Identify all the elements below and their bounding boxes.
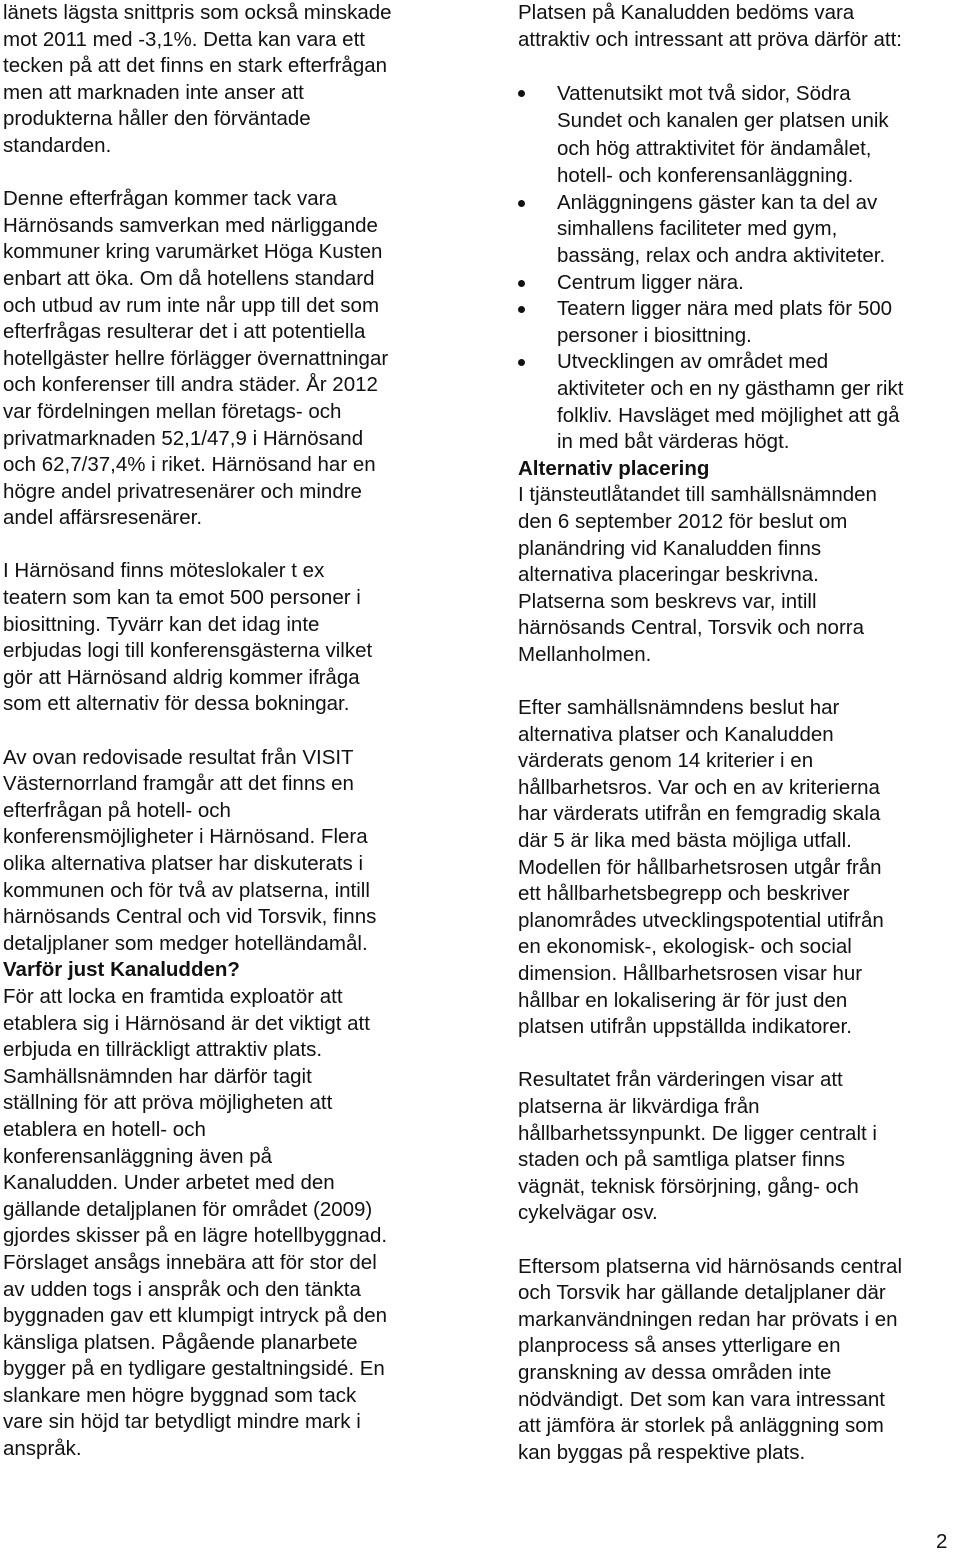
paragraph-detail-plans: Eftersom platserna vid härnösands central och Torsvik har gällande detaljplaner där markanvändningen redan har prövats i en planprocess så anses ytterligare en granskning av dessa områden inte nödvändigt. Det som kan vara intressant att jämföra är storlek på anläggning som kan byggas på respektive plats. bbox=[518, 1254, 903, 1464]
bullet-icon bbox=[518, 359, 525, 366]
paragraph-demand: Denne efterfrågan kommer tack vara Härnösands samverkan med närliggande kommuner kring varumärket Höga Kusten enbart att öka. Om då hotellens standard och utbud av rum inte når upp till det som efterfrågas resulterar det i att potentiella hotellgäster hellre förlägger övernattningar och konferenser till andra städer. År 2012 var fördelningen mellan företags- och privatmarknaden 52,1/47,9 i Härnösand och 62,7/37,4% i riket. Härnösand har en högre andel privatresenärer och mindre andel affärsresenärer. bbox=[3, 187, 389, 530]
bullet-icon bbox=[518, 306, 525, 313]
paragraph-site-intro: Platsen på Kanaludden bedöms vara attraktiv och intressant att pröva därför att: bbox=[518, 1, 902, 51]
left-column bbox=[3, 0, 451, 1463]
bullet-icon bbox=[518, 200, 525, 207]
list-item: Centrum ligger nära. bbox=[518, 270, 958, 297]
paragraph-meeting-venues: I Härnösand finns möteslokaler t ex teatern som kan ta emot 500 personer i biosittning. Tyvärr kan det idag inte erbjudas logi till konferensgästerna vilket gör att Härnösand aldrig kommer ifråga som ett alternativ för dessa bokningar. bbox=[3, 559, 373, 716]
list-item: Vattenutsikt mot två sidor, Södra Sundet och kanalen ger platsen unik och hög attraktivitet för ändamålet, hotell- och konferensanläggning. bbox=[518, 80, 958, 190]
paragraph-visit-results: Av ovan redovisade resultat från VISIT Västernorrland framgår att det finns en efterfrågan på hotell- och konferensmöjligheter i Härnösand. Flera olika alternativa platser har diskuterats i kommunen och för två av platserna, intill härnösands Central och vid Torsvik, finns detaljplaner som medger hotelländamål. bbox=[3, 745, 377, 955]
paragraph-price-trend: länets lägsta snittpris som också minskade mot 2011 med -3,1%. Detta kan vara ett tecken på att det finns en stark efterfrågan men att marknaden inte anser att produkterna håller den förväntade standarden. bbox=[3, 1, 392, 157]
paragraph-alternative-sites: I tjänsteutlåtandet till samhällsnämnden den 6 september 2012 för beslut om planändring vid Kanaludden finns alternativa placeringar beskrivna. Platserna som beskrevs var, intill härnösands Central, Torsvik och norra Mellanholmen. bbox=[518, 483, 877, 666]
bullet-icon bbox=[518, 280, 525, 287]
list-item: Anläggningens gäster kan ta del av simhallens faciliteter med gym, bassäng, relax och andra aktiviteter. bbox=[518, 190, 958, 270]
heading-alternative-placement: Alternativ placering bbox=[518, 456, 710, 480]
paragraph-evaluation-result: Resultatet från värderingen visar att platserna är likvärdiga från hållbarhetssynpunkt. De ligger centralt i staden och på samtliga platser finns vägnät, teknisk försörjning, gång- och cykelvägar osv. bbox=[518, 1068, 877, 1225]
paragraph-kanaludden: För att locka en framtida exploatör att etablera sig i Härnösand är det viktigt att erbjuda en tillräckligt attraktiv plats. Samhällsnämnden har därför tagit ställning för att pröva möjligheten att etablera en hotell- och konferensanläggning även på Kanaludden. Under arbetet med den gällande detaljplanen för området (2009) gjordes skisser på en lägre hotellbyggnad. Förslaget ansågs innebära att för stor del av udden togs i anspråk och den tänkta byggnaden gav ett klumpigt intryck på den känsliga platsen. Pågående planarbete bygger på en tydligare gestaltningsidé. En slankare men högre byggnad som tack vare sin höjd tar betydligt mindre mark i anspråk. bbox=[3, 984, 388, 1461]
heading-why-kanaludden: Varför just Kanaludden? bbox=[3, 958, 240, 982]
page-number: 2 bbox=[936, 1530, 948, 1553]
reasons-list bbox=[518, 80, 958, 456]
list-item: Utvecklingen av området med aktiviteter och en ny gästhamn ger rikt folkliv. Havsläget med möjlighet att gå in med båt värderas högt. bbox=[518, 349, 958, 455]
paragraph-sustainability-rose: Efter samhällsnämndens beslut har alternativa platser och Kanaludden värderats genom 14 kriterier i en hållbarhetsros. Var och en av kriterierna har värderats utifrån en femgradig skala där 5 är lika med bästa möjliga utfall. Modellen för hållbarhetsrosen utgår från ett hållbarhetsbegrepp och beskriver planområdes utvecklingspotential utifrån en ekonomisk-, ekologisk- och social dimension. Hållbarhetsrosen visar hur hållbar en lokalisering är för just den platsen utifrån uppställda indikatorer. bbox=[518, 696, 884, 1039]
list-item: Teatern ligger nära med plats för 500 personer i biosittning. bbox=[518, 296, 958, 349]
bullet-icon bbox=[518, 90, 525, 97]
right-column bbox=[518, 0, 958, 1466]
